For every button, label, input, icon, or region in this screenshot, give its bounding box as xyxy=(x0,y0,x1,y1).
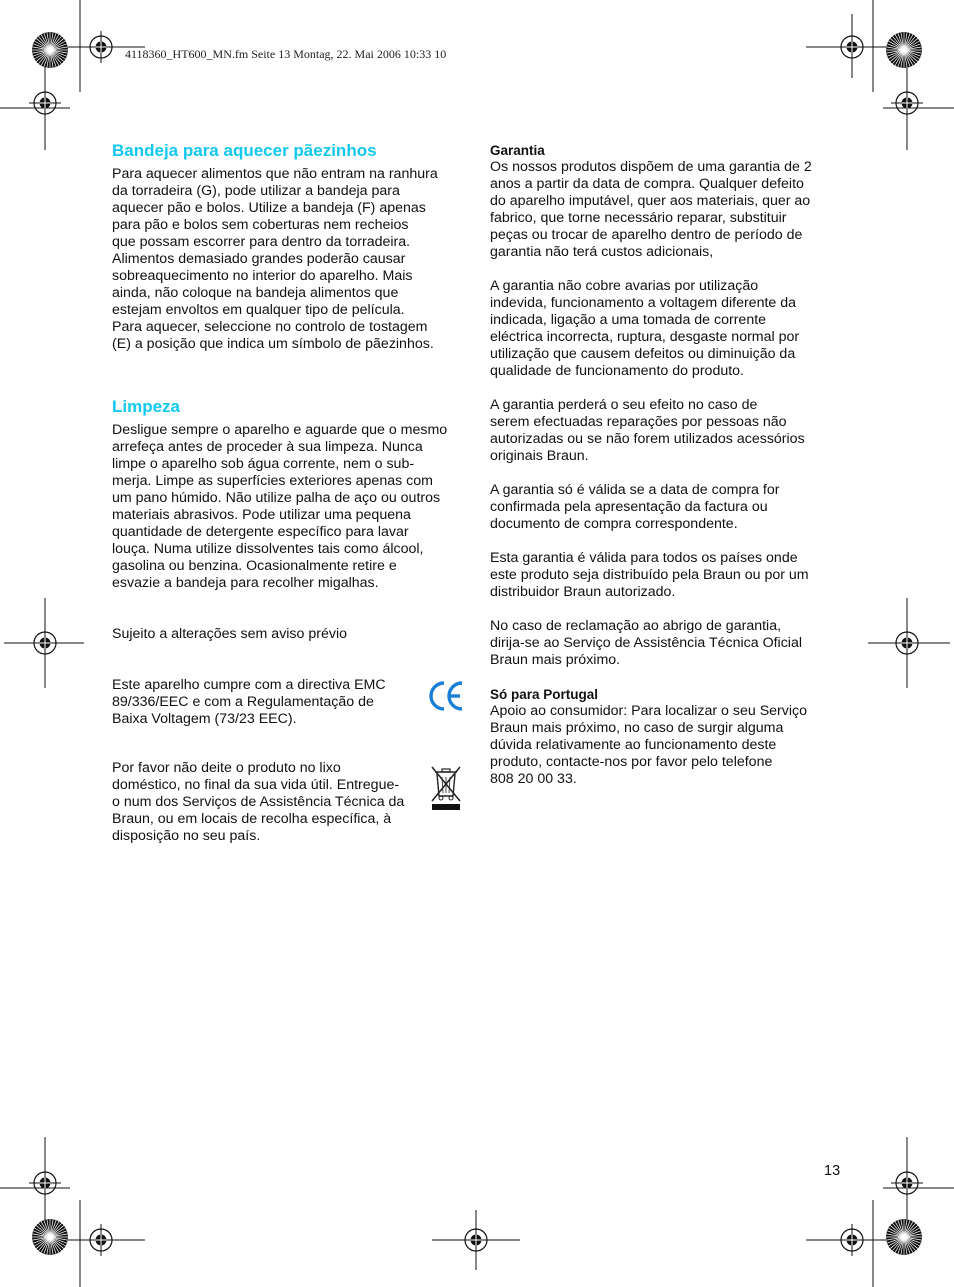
body-line: para pão e bolos sem coberturas nem recheios xyxy=(112,217,409,233)
body-line: Os nossos produtos dispõem de uma garantia de 2 xyxy=(490,159,812,175)
body-line: garantia não terá custos adicionais, xyxy=(490,244,714,260)
body-line: o num dos Serviços de Assistência Técnica da xyxy=(112,794,405,810)
body-line: dúvida relativamente ao funcionamento deste xyxy=(490,737,777,753)
bandeja-body xyxy=(112,166,472,353)
body-line: A garantia não cobre avarias por utilização xyxy=(490,278,759,294)
body-line: No caso de reclamação ao abrigo de garantia, xyxy=(490,618,782,634)
body-line: distribuidor Braun autorizado. xyxy=(490,584,676,600)
body-line: serem efectuadas reparações por pessoas não xyxy=(490,414,787,430)
registration-mark-icon xyxy=(891,87,923,119)
body-line: (E) a posição que indica um símbolo de pãezinhos. xyxy=(112,336,434,352)
sujeito-note xyxy=(112,626,472,643)
registration-mark-icon xyxy=(29,87,61,119)
garantia-paragraph xyxy=(490,550,850,601)
body-line: aquecer pão e bolos. Utilize a bandeja (F) apenas xyxy=(112,200,426,216)
registration-mark-icon xyxy=(836,31,868,63)
body-line: doméstico, no final da sua vida útil. Entregue- xyxy=(112,777,400,793)
body-line: fabrico, que torne necessário reparar, substituir xyxy=(490,210,787,226)
garantia-paragraph xyxy=(490,482,850,533)
portugal-section xyxy=(490,686,850,788)
body-line: anos a partir da data de compra. Qualquer defeito xyxy=(490,176,804,192)
crossed-bin-icon xyxy=(429,763,463,816)
body-line: este produto seja distribuído pela Braun ou por um xyxy=(490,567,809,583)
body-line: estejam envoltos em qualquer tipo de película. xyxy=(112,302,405,318)
body-line: Braun mais próximo. xyxy=(490,652,621,668)
registration-mark-icon xyxy=(85,1224,117,1256)
registration-mark-icon xyxy=(891,1167,923,1199)
body-line: Apoio ao consumidor: Para localizar o seu Serviço xyxy=(490,703,808,719)
body-line: 808 20 00 33. xyxy=(490,771,577,787)
garantia-section xyxy=(490,142,850,788)
ce-mark-icon xyxy=(428,679,464,718)
portugal-heading: Só para Portugal xyxy=(490,687,599,702)
registration-mark-icon xyxy=(836,1224,868,1256)
file-info-line: 4118360_HT600_MN.fm Seite 13 Montag, 22. Mai 2006 10:33 10 xyxy=(125,47,447,61)
registration-mark-icon xyxy=(891,627,923,659)
registration-mark-icon xyxy=(29,627,61,659)
limpeza-body xyxy=(112,422,472,592)
garantia-paragraph xyxy=(490,159,850,261)
body-line: ainda, não coloque na bandeja alimentos que xyxy=(112,285,399,301)
body-line: disposição no seu país. xyxy=(112,828,261,844)
garantia-paragraph xyxy=(490,397,850,465)
body-line: utilização que causem defeitos ou diminuição da xyxy=(490,346,796,362)
body-line: produto, contacte-nos por favor pelo telefone xyxy=(490,754,773,770)
body-line: indicada, ligação a uma tomada de corrente xyxy=(490,312,767,328)
body-line: Por favor não deite o produto no lixo xyxy=(112,760,341,776)
bandeja-heading: Bandeja para aquecer pãezinhos xyxy=(112,141,377,160)
body-line: peças ou trocar de aparelho dentro de período de xyxy=(490,227,803,243)
body-line: 89/336/EEC e com a Regulamentação de xyxy=(112,694,374,710)
body-line: quantidade de detergente específico para lavar xyxy=(112,524,409,540)
garantia-heading: Garantia xyxy=(490,143,545,158)
body-line: gasolina ou benzina. Ocasionalmente retire e xyxy=(112,558,397,574)
limpeza-heading: Limpeza xyxy=(112,397,181,416)
body-line: Braun mais próximo, no caso de surgir alguma xyxy=(490,720,784,736)
garantia-paragraph xyxy=(490,278,850,380)
body-line: Para aquecer, seleccione no controlo de tostagem xyxy=(112,319,428,335)
color-wheel-icon xyxy=(886,1219,922,1255)
body-line: materiais abrasivos. Pode utilizar uma pequena xyxy=(112,507,411,523)
color-wheel-icon xyxy=(32,32,68,68)
emc-section xyxy=(112,677,422,728)
color-wheel-icon xyxy=(32,1219,68,1255)
page-number: 13 xyxy=(824,1163,841,1179)
garantia-paragraph xyxy=(490,618,850,669)
bandeja-section xyxy=(112,141,472,353)
body-line: Desligue sempre o aparelho e aguarde que o mesmo xyxy=(112,422,448,438)
body-line: Esta garantia é válida para todos os países onde xyxy=(490,550,798,566)
registration-mark-icon xyxy=(29,1167,61,1199)
body-line: dirija-se ao Serviço de Assistência Técnica Oficial xyxy=(490,635,802,651)
registration-mark-icon xyxy=(460,1224,492,1256)
body-line: autorizadas ou se não forem utilizados acessórios xyxy=(490,431,805,447)
body-line: sobreaquecimento no interior do aparelho. Mais xyxy=(112,268,413,284)
body-line: A garantia só é válida se a data de compra for xyxy=(490,482,780,498)
body-line: eléctrica incorrecta, ruptura, desgaste normal por xyxy=(490,329,800,345)
body-line: da torradeira (G), pode utilizar a bandeja para xyxy=(112,183,400,199)
body-line: merja. Limpe as superfícies exteriores apenas com xyxy=(112,473,433,489)
registration-mark-icon xyxy=(85,31,117,63)
body-line: um pano húmido. Não utilize palha de aço ou outros xyxy=(112,490,441,506)
body-line: documento de compra correspondente. xyxy=(490,516,738,532)
body-line: A garantia perderá o seu efeito no caso de xyxy=(490,397,758,413)
body-line: Baixa Voltagem (73/23 EEC). xyxy=(112,711,297,727)
body-line: Alimentos demasiado grandes poderão causar xyxy=(112,251,406,267)
body-line: que possam escorrer para dentro da torradeira. xyxy=(112,234,411,250)
sujeito-text: Sujeito a alterações sem aviso prévio xyxy=(112,626,348,642)
disposal-section xyxy=(112,760,422,845)
body-line: Braun, ou em locais de recolha específica, à xyxy=(112,811,392,827)
body-line: limpe o aparelho sob água corrente, nem o sub- xyxy=(112,456,415,472)
color-wheel-icon xyxy=(886,32,922,68)
body-line: Este aparelho cumpre com a directiva EMC xyxy=(112,677,386,693)
body-line: louça. Numa utilize dissolventes tais como álcool, xyxy=(112,541,424,557)
body-line: indevida, funcionamento a voltagem diferente da xyxy=(490,295,797,311)
body-line: qualidade de funcionamento do produto. xyxy=(490,363,744,379)
body-line: originais Braun. xyxy=(490,448,589,464)
body-line: do aparelho imputável, quer aos materiais, quer ao xyxy=(490,193,811,209)
body-line: esvazie a bandeja para recolher migalhas. xyxy=(112,575,379,591)
body-line: Para aquecer alimentos que não entram na ranhura xyxy=(112,166,438,182)
body-line: confirmada pela apresentação da factura ou xyxy=(490,499,768,515)
body-line: arrefeça antes de proceder à sua limpeza. Nunca xyxy=(112,439,423,455)
limpeza-section xyxy=(112,397,472,592)
